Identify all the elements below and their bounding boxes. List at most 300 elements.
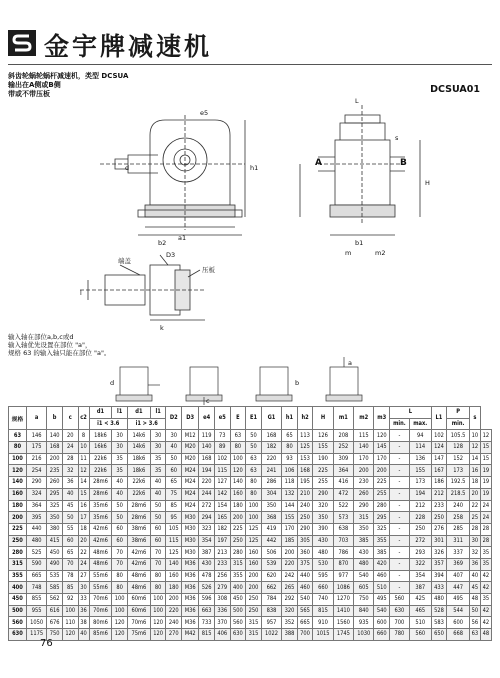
table-cell: 220 <box>261 453 281 465</box>
table-cell: 20 <box>62 430 78 442</box>
table-cell: 419 <box>261 523 281 535</box>
table-cell: 102 <box>431 430 447 442</box>
size-cell: 560 <box>9 617 27 629</box>
note-size63: 规格 63 的输入轴只能在部位 "a"。 <box>8 349 111 357</box>
table-cell: 416 <box>333 477 353 489</box>
table-cell: 425 <box>409 594 431 606</box>
table-cell: 780 <box>390 629 410 641</box>
size-cell: 100 <box>9 453 27 465</box>
table-cell: 357 <box>431 558 447 570</box>
table-cell: - <box>390 523 410 535</box>
table-cell: 42 <box>480 582 491 594</box>
size-cell: 80 <box>9 442 27 454</box>
label-b2: b2 <box>158 239 167 247</box>
table-cell: 210 <box>297 488 313 500</box>
table-cell: 50 <box>469 605 480 617</box>
table-cell: 325 <box>47 500 63 512</box>
table-cell: 540 <box>354 570 374 582</box>
table-cell: 380 <box>47 523 63 535</box>
table-cell: 220 <box>166 605 182 617</box>
label-B: B <box>400 158 407 168</box>
table-cell: 465 <box>409 605 431 617</box>
table-cell: 50 <box>62 512 78 524</box>
table-cell: 10 <box>469 430 480 442</box>
table-cell: 30 <box>78 582 89 594</box>
table-cell: 80 <box>112 582 128 594</box>
table-cell: 528 <box>431 605 447 617</box>
table-cell: 540 <box>297 594 313 606</box>
table-cell: 173 <box>447 465 470 477</box>
table-cell: 180 <box>230 500 246 512</box>
table-cell: 935 <box>354 617 374 629</box>
label-s: s <box>395 134 399 142</box>
table-cell: 145 <box>374 442 390 454</box>
table-cell: 600 <box>447 617 470 629</box>
table-cell: 260 <box>47 477 63 489</box>
table-cell: 447 <box>447 582 470 594</box>
table-cell: 442 <box>261 535 281 547</box>
model-code: DCSUA01 <box>430 84 480 95</box>
table-cell: - <box>390 512 410 524</box>
table-cell: 630 <box>230 629 246 641</box>
table-cell: 28m6 <box>127 500 150 512</box>
table-cell: 24 <box>62 442 78 454</box>
table-cell: 18k6 <box>127 453 150 465</box>
table-cell: 740 <box>313 594 333 606</box>
flange-detail <box>80 255 205 320</box>
col-m1: m1 <box>333 407 353 430</box>
table-row <box>9 430 492 442</box>
table-cell: 60 <box>112 535 128 547</box>
table-cell: 80 <box>112 570 128 582</box>
table-cell: 15 <box>78 488 89 500</box>
table-cell: 305 <box>297 535 313 547</box>
table-cell: 244 <box>199 488 215 500</box>
table-cell: 35 <box>150 465 166 477</box>
table-cell: 40 <box>150 477 166 489</box>
table-cell: 60m6 <box>127 594 150 606</box>
table-cell: - <box>390 582 410 594</box>
table-cell: 8 <box>78 430 89 442</box>
label-A: A <box>315 158 322 168</box>
table-cell: M12 <box>182 430 199 442</box>
table-cell: 280 <box>230 547 246 559</box>
table-cell: 126 <box>313 430 333 442</box>
col-G1: G1 <box>261 407 281 430</box>
table-cell: 325 <box>374 523 390 535</box>
table-cell: 350 <box>313 512 333 524</box>
table-cell: M24 <box>182 488 199 500</box>
table-cell: 19 <box>480 465 491 477</box>
table-cell: 301 <box>431 535 447 547</box>
table-cell: 115 <box>214 465 230 477</box>
col-L: L <box>390 407 432 419</box>
table-cell: 360 <box>297 547 313 559</box>
table-cell: 50 <box>150 512 166 524</box>
table-cell: 265 <box>282 582 298 594</box>
table-cell: 190 <box>313 453 333 465</box>
table-cell: 63 <box>246 453 262 465</box>
table-cell: 630 <box>390 605 410 617</box>
table-cell: 240 <box>166 617 182 629</box>
table-cell: 60 <box>150 535 166 547</box>
table-cell: 385 <box>374 547 390 559</box>
table-cell: 28m6 <box>89 477 112 489</box>
col-L1: L1 <box>431 407 447 430</box>
table-cell: 75 <box>166 488 182 500</box>
table-cell: 60 <box>166 465 182 477</box>
table-cell: - <box>390 558 410 570</box>
table-cell: 407 <box>447 570 470 582</box>
table-cell: 14k6 <box>127 442 150 454</box>
table-cell: 48m6 <box>127 570 150 582</box>
table-cell: 30 <box>112 442 128 454</box>
table-cell: 80 <box>282 442 298 454</box>
table-cell: 48m6 <box>127 582 150 594</box>
table-cell: 40 <box>166 442 182 454</box>
table-cell: M24 <box>182 465 199 477</box>
table-cell: 225 <box>374 477 390 489</box>
table-cell: 280 <box>374 500 390 512</box>
subheader-ratio-high: i1 > 3.6 <box>127 418 165 430</box>
table-cell: 526 <box>199 582 215 594</box>
table-cell: 24 <box>480 512 491 524</box>
table-cell: 168 <box>47 442 63 454</box>
table-cell: 320 <box>282 605 298 617</box>
table-cell: 142 <box>214 488 230 500</box>
table-cell: 180 <box>166 582 182 594</box>
table-cell: 60 <box>150 523 166 535</box>
col-a: a <box>26 407 46 430</box>
table-cell: 35 <box>480 594 491 606</box>
table-cell: 19 <box>480 488 491 500</box>
table-cell: 255 <box>313 477 333 489</box>
table-cell: M24 <box>182 477 199 489</box>
table-cell: 309 <box>333 453 353 465</box>
table-cell: 170 <box>354 453 374 465</box>
subheader-ratio-low: i1 < 3.6 <box>89 418 127 430</box>
table-cell: 173 <box>409 477 431 489</box>
table-cell: 472 <box>333 488 353 500</box>
table-cell: 55 <box>62 523 78 535</box>
table-cell: 70 <box>150 547 166 559</box>
dimension-table <box>8 406 492 641</box>
table-cell: M42 <box>182 629 199 641</box>
table-cell: 544 <box>447 605 470 617</box>
table-cell: 295 <box>47 488 63 500</box>
table-cell: 216 <box>26 453 46 465</box>
table-cell: 200 <box>230 512 246 524</box>
table-cell: 147 <box>431 453 447 465</box>
table-cell: 430 <box>354 547 374 559</box>
table-cell: 450 <box>230 594 246 606</box>
size-cell: 140 <box>9 477 27 489</box>
table-cell: 75m6 <box>127 629 150 641</box>
table-cell: 910 <box>313 617 333 629</box>
table-cell: 700 <box>297 629 313 641</box>
table-cell: 89 <box>214 442 230 454</box>
col-l1-low: l1 <box>112 407 128 419</box>
table-cell: 35 <box>480 547 491 559</box>
table-cell: 660 <box>374 629 390 641</box>
table-cell: 784 <box>261 594 281 606</box>
table-cell: 160 <box>246 547 262 559</box>
size-cell: 355 <box>9 570 27 582</box>
table-cell: 364 <box>26 500 46 512</box>
table-cell: 50 <box>246 442 262 454</box>
table-cell: 167 <box>431 465 447 477</box>
table-cell: 354 <box>199 535 215 547</box>
table-cell: 395 <box>26 512 46 524</box>
table-cell: 228 <box>409 512 431 524</box>
table-cell: 480 <box>431 594 447 606</box>
table-cell: 200 <box>374 465 390 477</box>
table-cell: 120 <box>374 430 390 442</box>
size-cell: 280 <box>9 547 27 559</box>
table-cell: 650 <box>431 629 447 641</box>
table-cell: 1745 <box>333 629 353 641</box>
table-cell: - <box>390 477 410 489</box>
table-cell: 168 <box>297 465 313 477</box>
table-cell: 128 <box>447 442 470 454</box>
table-cell: 233 <box>214 558 230 570</box>
table-cell: - <box>390 547 410 559</box>
table-cell: 583 <box>431 617 447 629</box>
table-cell: 18 <box>469 477 480 489</box>
table-cell: 663 <box>199 605 215 617</box>
table-row <box>9 465 492 477</box>
table-cell: 168 <box>261 430 281 442</box>
input-shaft-notes <box>8 333 110 357</box>
table-cell: 258 <box>447 512 470 524</box>
table-cell: 85 <box>166 500 182 512</box>
table-cell: 977 <box>333 570 353 582</box>
table-row <box>9 453 492 465</box>
table-row <box>9 629 492 641</box>
label-press-plate: 压板 <box>202 266 215 274</box>
table-cell: 80 <box>246 477 262 489</box>
table-cell: 350 <box>261 500 281 512</box>
table-cell: 36 <box>62 477 78 489</box>
size-cell: 250 <box>9 535 27 547</box>
table-cell: 50 <box>246 430 262 442</box>
table-cell: 350 <box>47 512 63 524</box>
table-cell: 50 <box>150 500 166 512</box>
table-cell: 870 <box>333 558 353 570</box>
technical-drawing <box>0 95 500 335</box>
label-H: H <box>425 179 430 187</box>
col-c: c <box>62 407 78 430</box>
table-cell: 22k6 <box>127 488 150 500</box>
table-cell: 733 <box>199 617 215 629</box>
table-cell: 433 <box>431 582 447 594</box>
table-cell: M20 <box>182 442 199 454</box>
table-cell: 480 <box>354 558 374 570</box>
table-row <box>9 617 492 629</box>
table-cell: 94 <box>409 430 431 442</box>
table-header-row <box>9 407 492 419</box>
table-cell: 12 <box>469 442 480 454</box>
table-cell: 106 <box>282 465 298 477</box>
table-cell: 42m6 <box>127 547 150 559</box>
table-cell: 315 <box>246 629 262 641</box>
table-cell: 315 <box>354 512 374 524</box>
table-cell: 786 <box>333 547 353 559</box>
table-cell: 16 <box>78 500 89 512</box>
table-cell: 295 <box>374 512 390 524</box>
table-cell: M24 <box>182 500 199 512</box>
table-cell: 212 <box>431 488 447 500</box>
table-cell: 120 <box>230 465 246 477</box>
table-cell: 22 <box>469 500 480 512</box>
table-cell: 387 <box>199 547 215 559</box>
table-cell: 70m6 <box>89 594 112 606</box>
table-cell: 170 <box>374 453 390 465</box>
col-e5: e5 <box>214 407 230 430</box>
table-cell: 105 <box>166 523 182 535</box>
table-cell: 100 <box>150 605 166 617</box>
table-cell: 220 <box>199 477 215 489</box>
table-cell: 323 <box>199 523 215 535</box>
table-cell: 560 <box>230 617 246 629</box>
table-cell: 293 <box>409 547 431 559</box>
table-cell: 510 <box>409 617 431 629</box>
table-cell: 240 <box>447 500 470 512</box>
table-cell: 15 <box>480 442 491 454</box>
table-cell: 250 <box>409 523 431 535</box>
table-cell: 304 <box>261 488 281 500</box>
label-d3: D3 <box>166 251 176 259</box>
table-cell: 600 <box>374 617 390 629</box>
table-cell: 350 <box>354 523 374 535</box>
table-cell: 390 <box>313 523 333 535</box>
table-cell: 336 <box>214 605 230 617</box>
table-cell: 665 <box>297 617 313 629</box>
table-cell: 38 <box>78 617 89 629</box>
label-l: l <box>80 289 82 297</box>
table-cell: 140 <box>199 442 215 454</box>
table-cell: 750 <box>47 629 63 641</box>
table-cell: 100 <box>62 605 78 617</box>
table-cell: 354 <box>409 570 431 582</box>
table-cell: 18 <box>78 523 89 535</box>
table-cell: 160 <box>166 570 182 582</box>
table-cell: 194 <box>409 488 431 500</box>
col-P: P <box>447 407 470 419</box>
table-cell: 114 <box>409 442 431 454</box>
table-cell: 955 <box>26 605 46 617</box>
table-cell: 140 <box>230 477 246 489</box>
table-cell: 38m6 <box>127 535 150 547</box>
col-e4: e4 <box>199 407 215 430</box>
table-cell: 100 <box>246 512 262 524</box>
table-cell: 56 <box>469 617 480 629</box>
table-cell: 80 <box>150 570 166 582</box>
table-cell: 200 <box>354 465 374 477</box>
table-cell: 30 <box>166 430 182 442</box>
col-c2: c2 <box>78 407 89 430</box>
table-cell: 430 <box>313 535 333 547</box>
table-cell: M30 <box>182 535 199 547</box>
table-cell: 388 <box>282 629 298 641</box>
table-cell: 14k6 <box>127 430 150 442</box>
size-cell: 160 <box>9 488 27 500</box>
table-cell: 815 <box>199 629 215 641</box>
note-preferred: 输入轴优先设置在部位 "a"， <box>8 341 92 349</box>
table-cell: 70m6 <box>89 605 112 617</box>
table-cell: 460 <box>297 582 313 594</box>
table-cell: 370 <box>214 617 230 629</box>
table-cell: 208 <box>333 430 353 442</box>
table-cell: 565 <box>297 605 313 617</box>
table-cell: 40 <box>78 629 89 641</box>
table-cell: 140 <box>166 558 182 570</box>
table-cell: 1560 <box>333 617 353 629</box>
table-cell: 18k6 <box>127 465 150 477</box>
table-cell: 535 <box>47 570 63 582</box>
col-s: s <box>469 407 480 430</box>
table-cell: 11 <box>78 453 89 465</box>
table-cell: 276 <box>431 523 447 535</box>
table-cell: 154 <box>214 500 230 512</box>
col-H: H <box>313 407 333 430</box>
table-cell: 95 <box>166 512 182 524</box>
table-cell: 200 <box>282 547 298 559</box>
table-cell: 638 <box>333 523 353 535</box>
table-cell: 155 <box>282 512 298 524</box>
table-cell: 168 <box>199 453 215 465</box>
table-cell: 272 <box>409 535 431 547</box>
table-cell: 30 <box>469 535 480 547</box>
brand-logo-icon <box>8 30 36 56</box>
table-cell: 20 <box>469 488 480 500</box>
table-cell: 80 <box>230 442 246 454</box>
table-row <box>9 570 492 582</box>
col-m3: m3 <box>374 407 390 430</box>
table-cell: 272 <box>199 500 215 512</box>
table-cell: 230 <box>354 477 374 489</box>
table-cell: 120 <box>112 629 128 641</box>
table-cell: 495 <box>447 594 470 606</box>
table-cell: 38m6 <box>127 523 150 535</box>
table-cell: - <box>390 500 410 512</box>
size-cell: 120 <box>9 465 27 477</box>
table-cell: 36 <box>78 605 89 617</box>
table-cell: 200 <box>166 594 182 606</box>
table-cell: 252 <box>333 442 353 454</box>
table-cell: 182 <box>261 442 281 454</box>
table-cell: 70 <box>150 558 166 570</box>
label-L: L <box>355 97 359 105</box>
table-cell: 30 <box>112 430 128 442</box>
table-cell: 1030 <box>354 629 374 641</box>
table-cell: 85m6 <box>89 629 112 641</box>
table-cell: 65 <box>282 430 298 442</box>
table-cell: 125 <box>166 547 182 559</box>
table-cell: 562 <box>47 594 63 606</box>
table-cell: 124 <box>431 442 447 454</box>
table-cell: 506 <box>261 547 281 559</box>
col-E1: E1 <box>246 407 262 430</box>
table-cell: 92 <box>62 594 78 606</box>
table-cell: 440 <box>26 523 46 535</box>
table-row <box>9 547 492 559</box>
table-cell: 242 <box>282 570 298 582</box>
table-cell: 369 <box>447 558 470 570</box>
table-cell: 660 <box>313 582 333 594</box>
table-cell: 40 <box>112 488 128 500</box>
table-cell: 1015 <box>313 629 333 641</box>
